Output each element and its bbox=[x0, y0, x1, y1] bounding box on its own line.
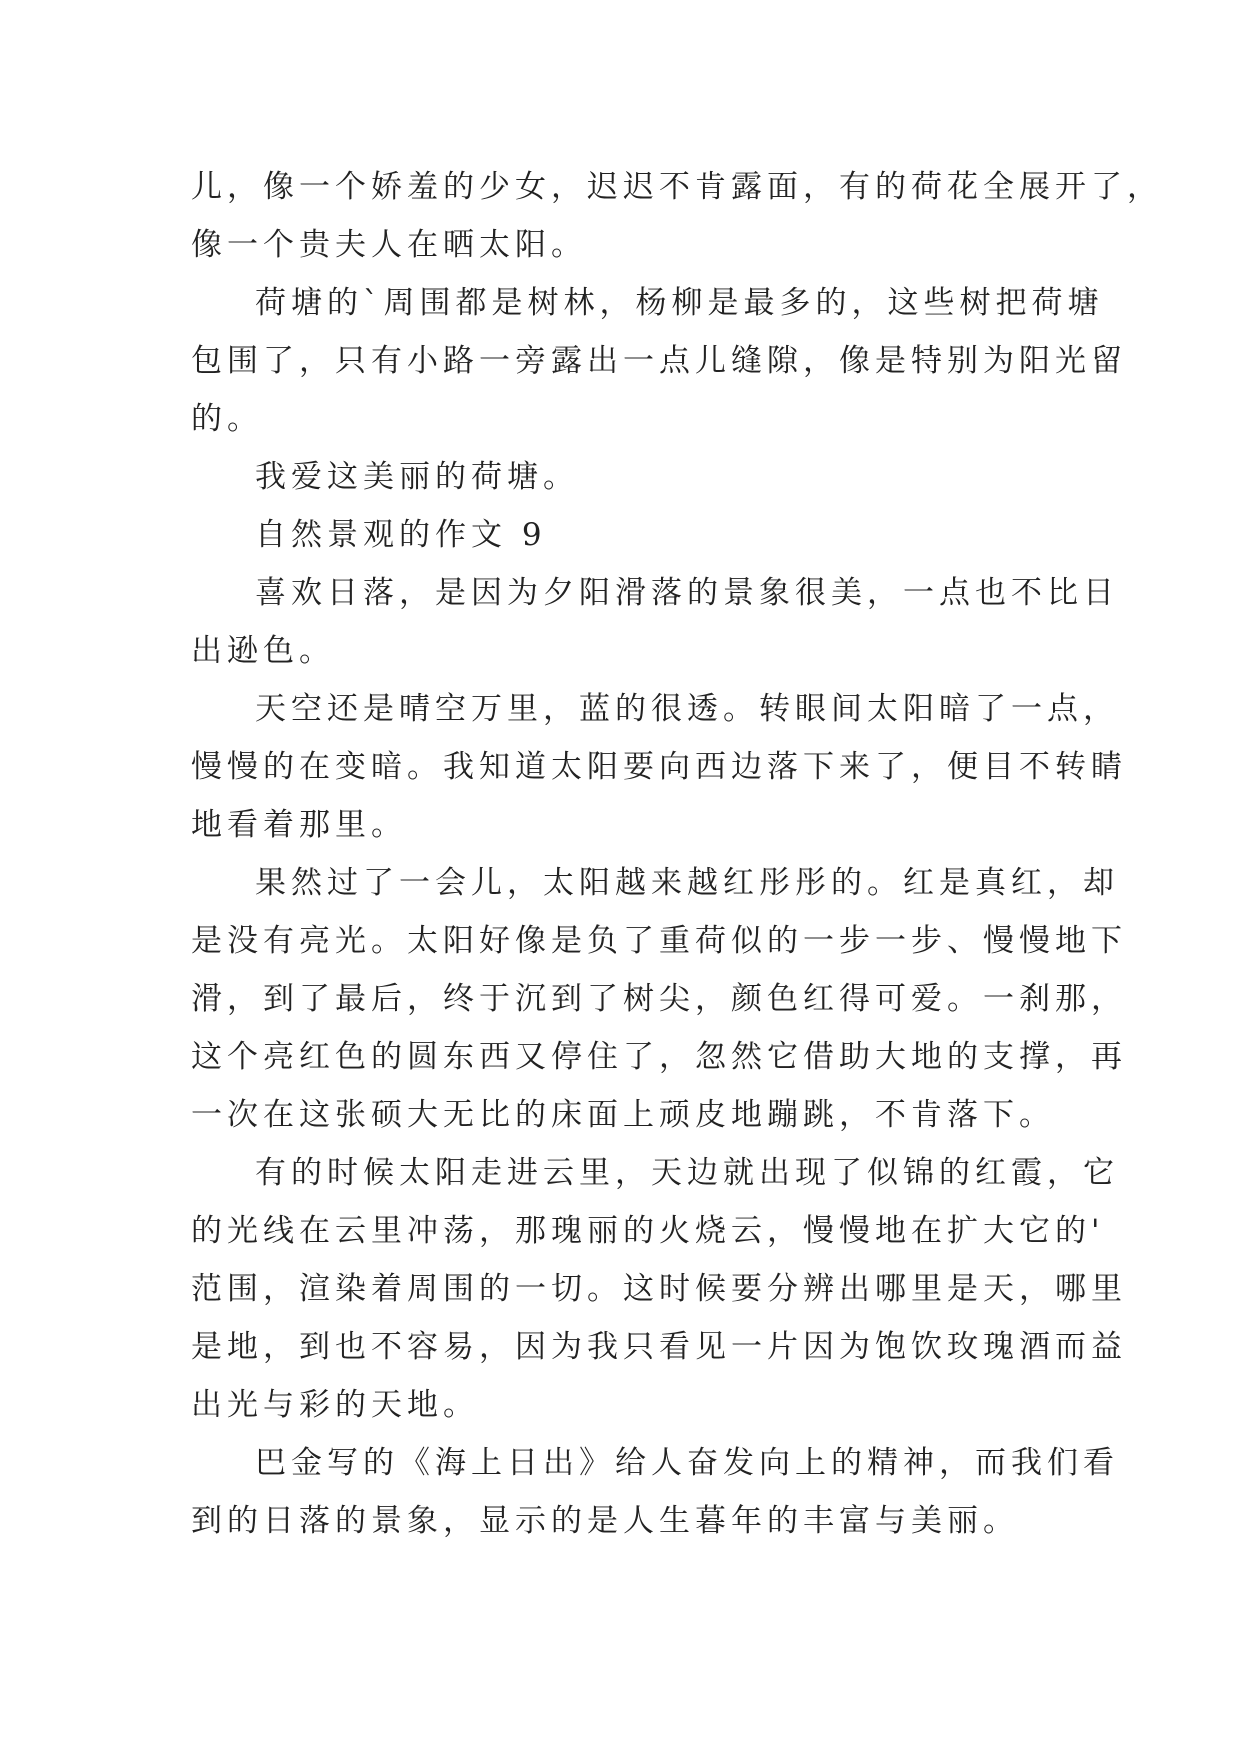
section-heading: 自然景观的作文 9 bbox=[255, 517, 547, 553]
text-line: 包围了，只有小路一旁露出一点儿缝隙，像是特别为阳光留 bbox=[191, 343, 1127, 379]
text-line: 有的时候太阳走进云里，天边就出现了似锦的红霞，它 bbox=[255, 1155, 1119, 1191]
text-line: 滑，到了最后，终于沉到了树尖，颜色红得可爱。一刹那， bbox=[191, 981, 1127, 1017]
text-line: 出光与彩的天地。 bbox=[191, 1387, 479, 1423]
text-line: 范围，渲染着周围的一切。这时候要分辨出哪里是天，哪里 bbox=[191, 1271, 1127, 1307]
text-line: 是没有亮光。太阳好像是负了重荷似的一步一步、慢慢地下 bbox=[191, 923, 1127, 959]
text-line: 巴金写的《海上日出》给人奋发向上的精神，而我们看 bbox=[255, 1445, 1119, 1481]
text-line: 天空还是晴空万里，蓝的很透。转眼间太阳暗了一点， bbox=[255, 691, 1119, 727]
text-line: 慢慢的在变暗。我知道太阳要向西边落下来了，便目不转睛 bbox=[191, 749, 1127, 785]
text-line: 一次在这张硕大无比的床面上顽皮地蹦跳，不肯落下。 bbox=[191, 1097, 1055, 1133]
text-line: 我爱这美丽的荷塘。 bbox=[255, 459, 579, 495]
document-body bbox=[191, 158, 1163, 1550]
text-line: 的。 bbox=[191, 401, 263, 437]
text-line: 果然过了一会儿，太阳越来越红彤彤的。红是真红，却 bbox=[255, 865, 1119, 901]
text-line: 儿，像一个娇羞的少女，迟迟不肯露面，有的荷花全展开了， bbox=[191, 169, 1163, 205]
text-line: 到的日落的景象，显示的是人生暮年的丰富与美丽。 bbox=[191, 1503, 1019, 1539]
text-line: 喜欢日落，是因为夕阳滑落的景象很美，一点也不比日 bbox=[255, 575, 1119, 611]
text-line: 的光线在云里冲荡，那瑰丽的火烧云，慢慢地在扩大它的' bbox=[191, 1213, 1105, 1249]
text-line: 这个亮红色的圆东西又停住了，忽然它借助大地的支撑，再 bbox=[191, 1039, 1127, 1075]
text-line: 像一个贵夫人在晒太阳。 bbox=[191, 227, 587, 263]
text-line: 出逊色。 bbox=[191, 633, 335, 669]
text-line: 荷塘的`周围都是树林，杨柳是最多的，这些树把荷塘 bbox=[255, 285, 1104, 321]
text-line: 是地，到也不容易，因为我只看见一片因为饱饮玫瑰酒而益 bbox=[191, 1329, 1127, 1365]
text-line: 地看着那里。 bbox=[191, 807, 407, 843]
